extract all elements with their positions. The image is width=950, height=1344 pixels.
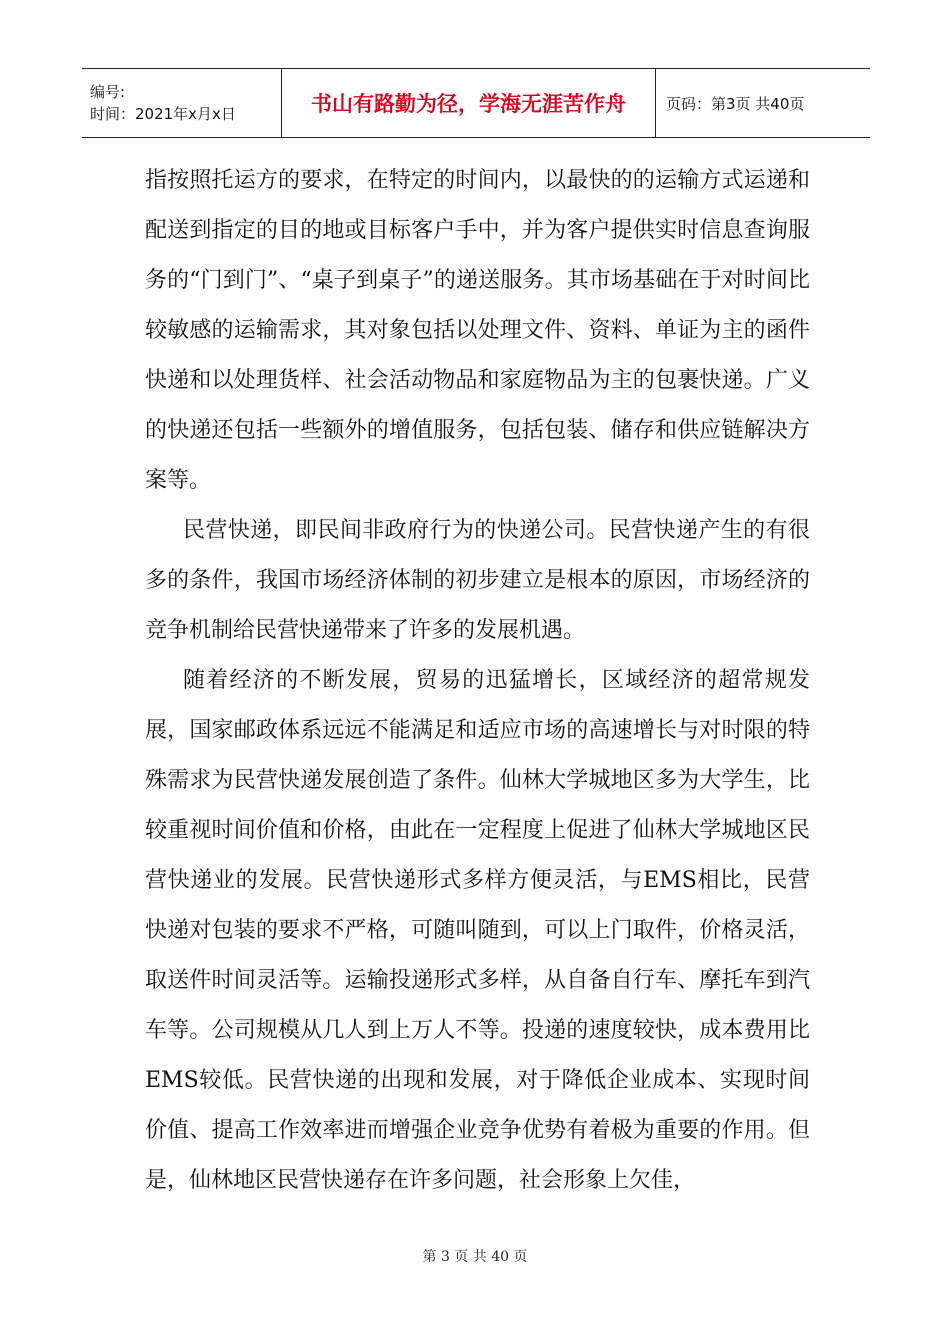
document-number-label: 编号: (90, 83, 126, 101)
body-paragraph: 民营快递，即民间非政府行为的快递公司。民营快递产生的有很多的条件，我国市场经济体制的初步建立是根本的原因，市场经济的竞争机制给民营快递带来了许多的发展机遇。 (145, 518, 810, 643)
body-paragraph: 随着经济的不断发展，贸易的迅猛增长，区域经济的超常规发展，国家邮政体系远远不能满足和适应市场的高速增长与对时限的特殊需求为民营快递发展创造了条件。仙林大学城地区多为大学生，比较重视时间价值和价格，由此在一定程度上促进了仙林大学城地区民营快递业的发展。民营快递形式多样方便灵活，与EMS相比，民营快递对包装的要求不严格，可随叫随到，可以上门取件，价格灵活，取送件时间灵活等。运输投递形式多样，从自备自行车、摩托车到汽车等。公司规模从几人到上万人不等。投递的速度较快，成本费用比EMS较低。民营快递的出现和发展，对于降低企业成本、实现时间价值、提高工作效率进而增强企业竞争优势有着极为重要的作用。但是，仙林地区民营快递存在许多问题，社会形象上欠佳， (145, 668, 810, 1193)
header-motto: 书山有路勤为径，学海无涯苦作舟 (282, 69, 656, 137)
page-header (82, 68, 870, 138)
header-page-info: 页码：第3页 共40页 (666, 94, 805, 113)
document-body (145, 156, 810, 1206)
page-footer: 第 3 页 共 40 页 (422, 1249, 528, 1265)
body-paragraph: 指按照托运方的要求，在特定的时间内，以最快的的运输方式运递和配送到指定的目的地或目标客户手中，并为客户提供实时信息查询服务的“门到门”、“桌子到桌子”的递送服务。其市场基础在于对时间比较敏感的运输需求，其对象包括以处理文件、资料、单证为主的函件快递和以处理货样、社会活动物品和家庭物品为主的包裹快递。广义的快递还包括一些额外的增值服务，包括包装、储存和供应链解决方案等。 (145, 168, 810, 493)
header-meta (82, 69, 282, 137)
document-time-label: 时间：2021年x月x日 (90, 105, 236, 123)
